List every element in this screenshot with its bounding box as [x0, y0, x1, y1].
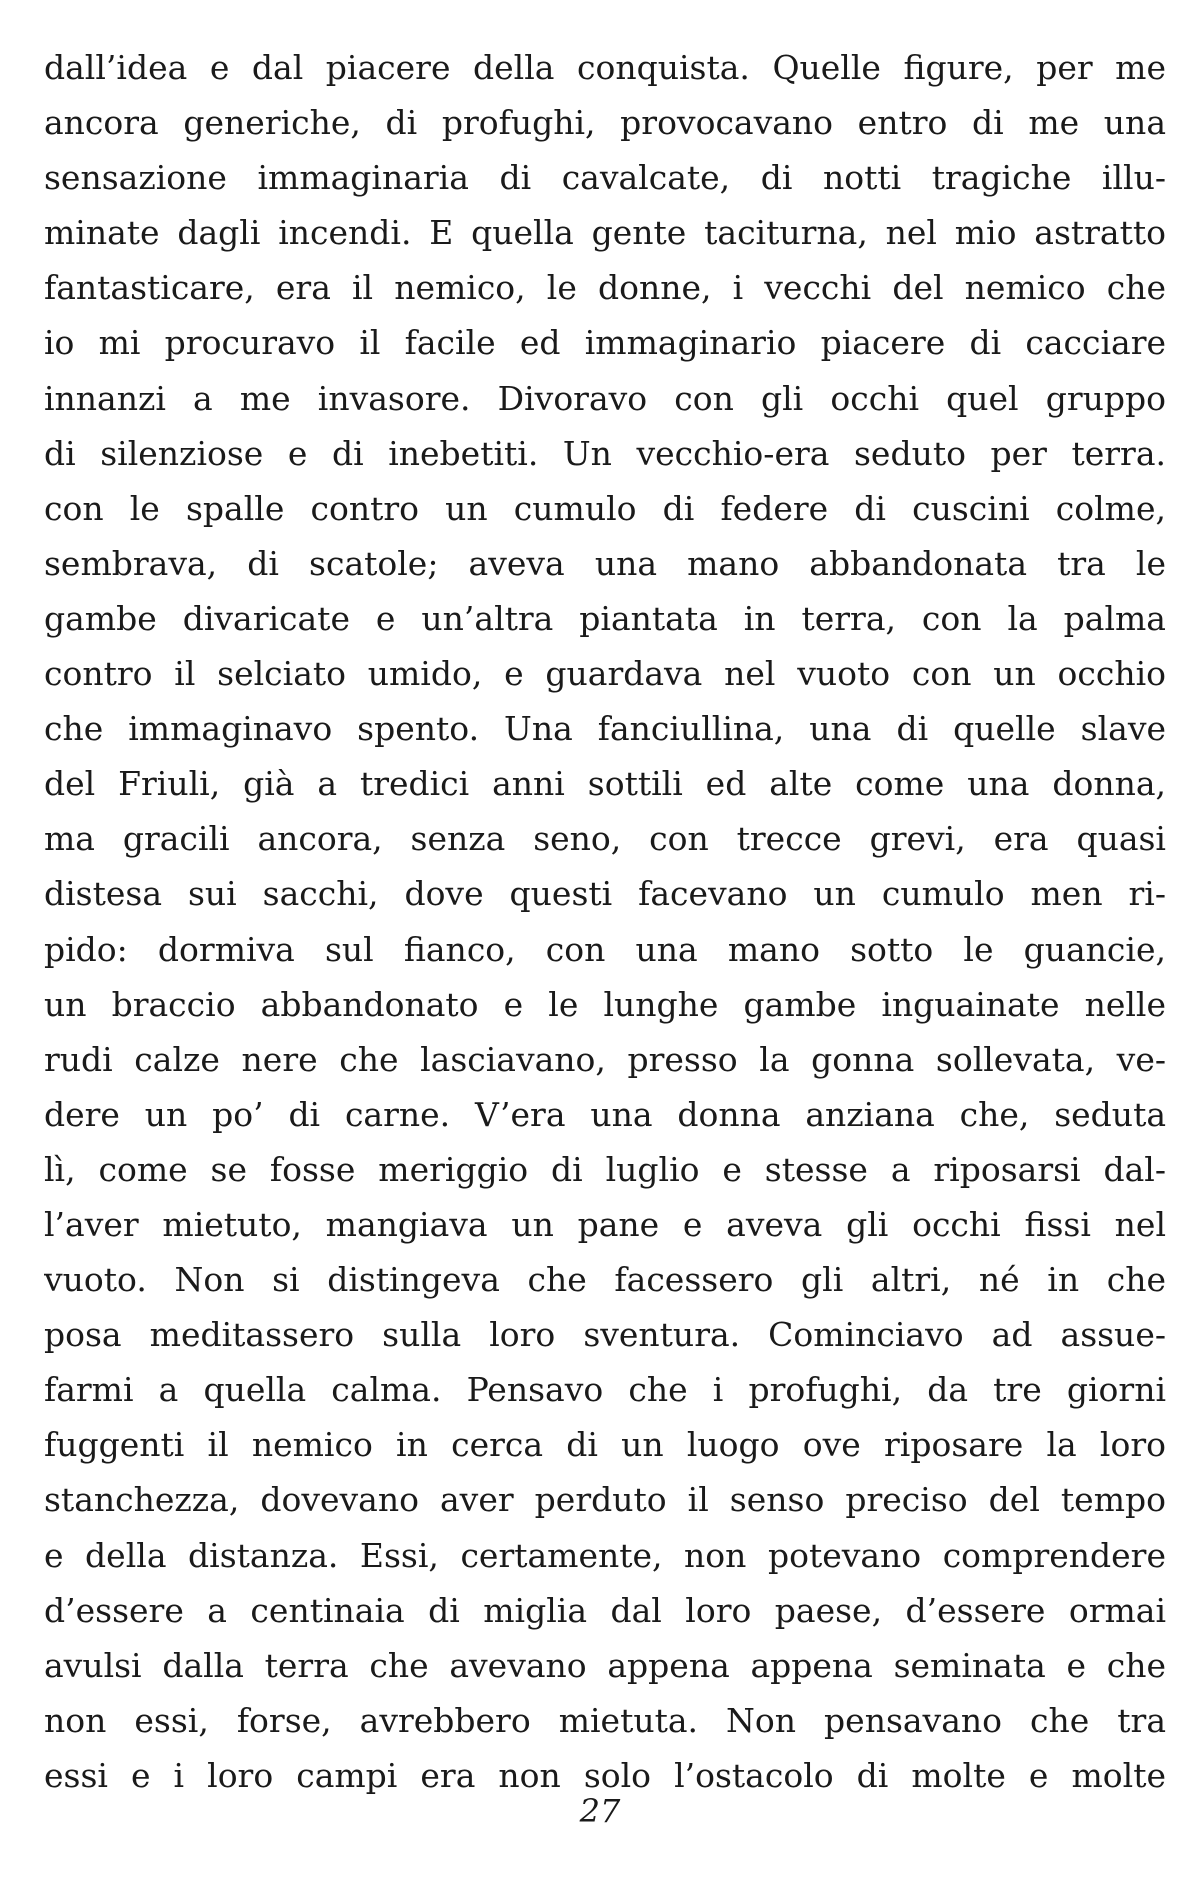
text-line: ancora generiche, di profughi, provocavano entro di me una	[44, 103, 1166, 143]
page-number: 27	[579, 1792, 621, 1830]
text-line: non essi, forse, avrebbero mietuta. Non pensavano che tra	[44, 1700, 1166, 1740]
text-line: del Friuli, già a tredici anni sottili ed alte come una donna,	[44, 764, 1166, 804]
text-line: innanzi a me invasore. Divoravo con gli occhi quel gruppo	[44, 378, 1166, 418]
text-line: dall’idea e dal piacere della conquista. Quelle figure, per me	[44, 48, 1166, 87]
text-line: vuoto. Non si distingeva che facessero gli altri, né in che	[44, 1260, 1166, 1300]
text-line: che immaginavo spento. Una fanciullina, una di quelle slave	[44, 709, 1166, 749]
text-line: essi e i loro campi era non solo l’ostacolo di molte e molte	[44, 1755, 1166, 1795]
text-line: avulsi dalla terra che avevano appena appena seminata e che	[44, 1645, 1166, 1685]
text-line: io mi procuravo il facile ed immaginario piacere di cacciare	[44, 323, 1166, 363]
text-line: rudi calze nere che lasciavano, presso la gonna sollevata, ve-	[44, 1039, 1166, 1079]
text-line: d’essere a centinaia di miglia dal loro paese, d’essere ormai	[44, 1590, 1166, 1630]
text-line: sembrava, di scatole; aveva una mano abbandonata tra le	[44, 543, 1166, 583]
text-line: un braccio abbandonato e le lunghe gambe inguainate nelle	[44, 984, 1166, 1024]
text-line: lì, come se fosse meriggio di luglio e stesse a riposarsi dal-	[44, 1149, 1166, 1189]
text-line: con le spalle contro un cumulo di federe di cuscini colme,	[44, 488, 1166, 528]
text-line: distesa sui sacchi, dove questi facevano un cumulo men ri-	[44, 874, 1166, 914]
text-line: l’aver mietuto, mangiava un pane e aveva gli occhi fissi nel	[44, 1204, 1166, 1244]
text-line: fuggenti il nemico in cerca di un luogo ove riposare la loro	[44, 1425, 1166, 1465]
text-line: ma gracili ancora, senza seno, con trecce grevi, era quasi	[44, 819, 1166, 859]
body-text	[44, 40, 1166, 1803]
text-line: stanchezza, dovevano aver perduto il senso preciso del tempo	[44, 1480, 1166, 1520]
text-line: minate dagli incendi. E quella gente taciturna, nel mio astratto	[44, 213, 1166, 253]
text-line: di silenziose e di inebetiti. Un vecchio-era seduto per terra.	[44, 433, 1166, 473]
text-line: sensazione immaginaria di cavalcate, di notti tragiche illu-	[44, 158, 1166, 198]
text-line: gambe divaricate e un’altra piantata in terra, con la palma	[44, 598, 1166, 638]
text-line: dere un po’ di carne. V’era una donna anziana che, seduta	[44, 1094, 1166, 1134]
text-line: farmi a quella calma. Pensavo che i profughi, da tre giorni	[44, 1370, 1166, 1410]
text-line: posa meditassero sulla loro sventura. Cominciavo ad assue-	[44, 1315, 1166, 1355]
text-line: e della distanza. Essi, certamente, non potevano comprendere	[44, 1535, 1166, 1575]
text-line: pido: dormiva sul fianco, con una mano sotto le guancie,	[44, 929, 1166, 969]
text-line: fantasticare, era il nemico, le donne, i vecchi del nemico che	[44, 268, 1166, 308]
text-line: contro il selciato umido, e guardava nel vuoto con un occhio	[44, 654, 1166, 694]
